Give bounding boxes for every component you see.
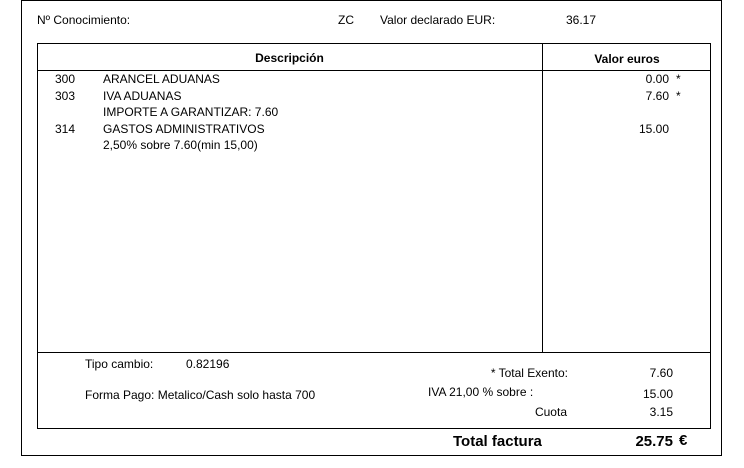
- line-code: 314: [55, 122, 76, 136]
- column-divider: [542, 43, 543, 352]
- line-exempt-mark: *: [676, 72, 681, 86]
- total-exento-label: * Total Exento:: [490, 366, 568, 380]
- forma-pago: Forma Pago: Metalico/Cash solo hasta 700: [85, 388, 316, 402]
- line-description: ARANCEL ADUANAS: [103, 72, 220, 86]
- line-value: 0.00: [645, 72, 669, 86]
- total-exento-value: 7.60: [649, 366, 673, 380]
- page-frame-right: [721, 0, 722, 456]
- total-factura-value: 25.75: [635, 433, 673, 450]
- valor-declarado-label: Valor declarado EUR:: [380, 13, 496, 27]
- page-frame-bottom: [21, 455, 722, 456]
- cuota-value: 3.15: [649, 405, 673, 419]
- table-header-divider: [37, 70, 711, 71]
- line-description: IMPORTE A GARANTIZAR: 7.60: [103, 105, 279, 119]
- page-frame-top: [21, 0, 722, 1]
- line-description: IVA ADUANAS: [103, 89, 182, 103]
- iva-label: IVA 21,00 % sobre :: [428, 385, 534, 399]
- currency-symbol: €: [679, 432, 688, 449]
- line-value: 15.00: [638, 122, 669, 136]
- line-exempt-mark: *: [676, 89, 681, 103]
- line-value: 7.60: [645, 89, 669, 103]
- shipment-code: ZC: [338, 13, 354, 27]
- line-description: GASTOS ADMINISTRATIVOS: [103, 122, 265, 136]
- column-header-valor: Valor euros: [594, 52, 660, 66]
- conocimiento-label: Nº Conocimiento:: [37, 13, 131, 27]
- line-description: 2,50% sobre 7.60(min 15,00): [103, 138, 258, 152]
- tipo-cambio-label: Tipo cambio:: [85, 357, 154, 371]
- page-frame-left: [21, 0, 22, 456]
- table-footer-divider: [37, 352, 711, 353]
- column-header-descripcion: Descripción: [255, 51, 324, 65]
- iva-base-value: 15.00: [642, 387, 673, 401]
- line-code: 303: [55, 89, 76, 103]
- line-code: 300: [55, 72, 76, 86]
- total-factura-label: Total factura: [453, 433, 542, 450]
- cuota-label: Cuota: [534, 405, 567, 419]
- tipo-cambio-value: 0.82196: [186, 357, 230, 371]
- valor-declarado-value: 36.17: [566, 13, 597, 27]
